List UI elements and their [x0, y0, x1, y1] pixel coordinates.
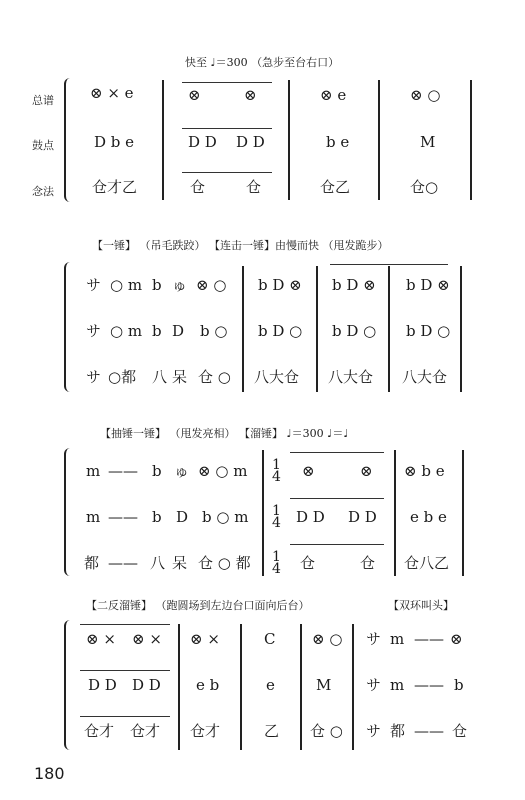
page-number: 180: [34, 764, 65, 783]
note-cell: 仓 ○ 都: [198, 554, 251, 572]
note-cell: 仓 ○: [310, 722, 343, 740]
system-brace: [64, 262, 72, 392]
time-signature-top: 1: [272, 503, 281, 519]
note-cell: ○ m: [110, 276, 143, 294]
row-label-gudian: 鼓点: [32, 139, 54, 152]
note-cell: D b e: [94, 133, 135, 151]
note-cell: b D ⊗: [332, 276, 376, 294]
barline: [178, 624, 180, 750]
note-cell: ⊗ ○: [410, 86, 441, 104]
note-cell: b D ⊗: [406, 276, 450, 294]
note-cell: ⊗ × e: [90, 84, 134, 102]
note-cell: D: [176, 508, 189, 526]
note-cell: m: [390, 630, 405, 648]
time-signature-bottom: 4: [272, 561, 281, 577]
beat-bracket: [182, 82, 272, 83]
beat-bracket: [182, 128, 272, 129]
note-cell: b: [152, 508, 162, 526]
note-cell: ⊗: [302, 462, 315, 480]
note-cell: b: [152, 276, 162, 294]
time-signature-bottom: 4: [272, 515, 281, 531]
note-cell: D D: [132, 676, 161, 694]
note-cell: 八: [152, 368, 168, 386]
note-cell: D D: [88, 676, 117, 694]
barline: [240, 624, 242, 750]
note-cell: 八: [150, 554, 166, 572]
note-cell: b ○ m: [202, 508, 249, 526]
note-cell: ⊗ b e: [404, 462, 445, 480]
note-cell: ○ m: [110, 322, 143, 340]
note-cell: ○都: [108, 368, 137, 386]
beat-bracket: [80, 670, 170, 671]
beat-bracket: [290, 452, 384, 453]
note-cell: サ: [366, 676, 382, 694]
note-cell: ——: [414, 722, 444, 740]
note-cell: ——: [108, 462, 138, 480]
note-cell: M: [316, 676, 332, 694]
note-cell: サ: [86, 368, 102, 386]
note-cell: b ○: [200, 322, 228, 340]
note-cell: 都: [84, 554, 100, 572]
note-cell: 仓: [246, 178, 262, 196]
note-cell: b D ○: [406, 322, 451, 340]
time-signature-top: 1: [272, 457, 281, 473]
note-cell: ゅ: [172, 276, 188, 294]
note-cell: ⊗: [188, 86, 201, 104]
time-signature-top: 1: [272, 549, 281, 565]
note-cell: ⊗: [450, 630, 463, 648]
note-cell: 八大仓: [328, 368, 374, 386]
barline: [378, 80, 380, 200]
beat-bracket: [80, 716, 170, 717]
note-cell: 仓○: [410, 178, 439, 196]
barline: [262, 450, 264, 576]
row-label-nianfa: 念法: [32, 185, 54, 198]
beat-bracket: [80, 624, 170, 625]
beat-bracket: [182, 172, 272, 173]
section3-caption: 【抽锤一锤】 （甩发亮相） 【溜锤】 ♩＝300 ♩＝♩: [100, 427, 349, 440]
note-cell: M: [420, 133, 436, 151]
row-label-zongpu: 总谱: [32, 94, 54, 107]
note-cell: m: [86, 508, 101, 526]
note-cell: サ: [366, 630, 382, 648]
barline: [388, 266, 390, 392]
barline: [300, 624, 302, 750]
barline: [394, 450, 396, 576]
note-cell: D D: [236, 133, 265, 151]
note-cell: サ: [86, 276, 102, 294]
note-cell: 仓才: [190, 722, 221, 740]
barline: [316, 266, 318, 392]
note-cell: ——: [414, 676, 444, 694]
note-cell: 仓: [452, 722, 468, 740]
note-cell: 乙: [264, 722, 280, 740]
note-cell: 仓: [190, 178, 206, 196]
note-cell: 八大仓: [402, 368, 448, 386]
note-cell: ⊗ ○: [312, 630, 343, 648]
note-cell: ⊗: [244, 86, 257, 104]
section2-caption: 【一锤】 （吊毛跌跤） 【连击一锤】由慢而快 （甩发跪步）: [92, 239, 389, 252]
barline: [460, 266, 462, 392]
note-cell: C: [264, 630, 276, 648]
note-cell: 八大仓: [254, 368, 300, 386]
note-cell: ⊗ ○ m: [198, 462, 248, 480]
barline: [470, 80, 472, 200]
note-cell: ⊗ e: [320, 86, 347, 104]
note-cell: D: [172, 322, 185, 340]
note-cell: b: [152, 462, 162, 480]
beat-bracket: [330, 264, 448, 265]
note-cell: 仓: [360, 554, 376, 572]
section4-caption-right: 【双环叫头】: [388, 599, 454, 612]
note-cell: ゅ: [174, 462, 190, 480]
note-cell: 仓八乙: [404, 554, 450, 572]
note-cell: ⊗ ×: [132, 630, 162, 648]
note-cell: m: [390, 676, 405, 694]
barline: [288, 80, 290, 200]
note-cell: 仓才乙: [92, 178, 138, 196]
note-cell: e b: [196, 676, 220, 694]
note-cell: D D: [348, 508, 377, 526]
note-cell: 仓: [300, 554, 316, 572]
beat-bracket: [290, 544, 384, 545]
note-cell: 呆: [172, 554, 188, 572]
barline: [242, 266, 244, 392]
system-brace: [64, 620, 72, 750]
note-cell: 仓乙: [320, 178, 351, 196]
note-cell: ——: [108, 508, 138, 526]
note-cell: e: [266, 676, 275, 694]
barline: [162, 80, 164, 200]
note-cell: D D: [296, 508, 325, 526]
note-cell: サ: [366, 722, 382, 740]
note-cell: b D ⊗: [258, 276, 302, 294]
note-cell: m: [86, 462, 101, 480]
note-cell: 仓 ○: [198, 368, 231, 386]
system-brace: [64, 448, 72, 576]
section1-caption: 快至 ♩＝300 （急步至台右口）: [185, 56, 340, 69]
note-cell: 都: [390, 722, 406, 740]
note-cell: ⊗ ×: [86, 630, 116, 648]
system-brace: [64, 78, 72, 202]
note-cell: 呆: [172, 368, 188, 386]
note-cell: ⊗: [360, 462, 373, 480]
note-cell: b: [454, 676, 464, 694]
note-cell: 仓才: [84, 722, 115, 740]
barline: [352, 624, 354, 750]
note-cell: b D ○: [332, 322, 377, 340]
note-cell: ——: [108, 554, 138, 572]
note-cell: e b e: [410, 508, 447, 526]
time-signature-bottom: 4: [272, 469, 281, 485]
beat-bracket: [290, 498, 384, 499]
note-cell: ⊗ ×: [190, 630, 220, 648]
note-cell: b e: [326, 133, 350, 151]
note-cell: D D: [188, 133, 217, 151]
note-cell: 仓才: [130, 722, 161, 740]
note-cell: ——: [414, 630, 444, 648]
note-cell: ⊗ ○: [196, 276, 227, 294]
note-cell: b: [152, 322, 162, 340]
barline: [462, 450, 464, 576]
note-cell: サ: [86, 322, 102, 340]
note-cell: b D ○: [258, 322, 303, 340]
section4-caption-left: 【二反溜锤】 （跑圆场到左边台口面向后台）: [86, 599, 310, 612]
